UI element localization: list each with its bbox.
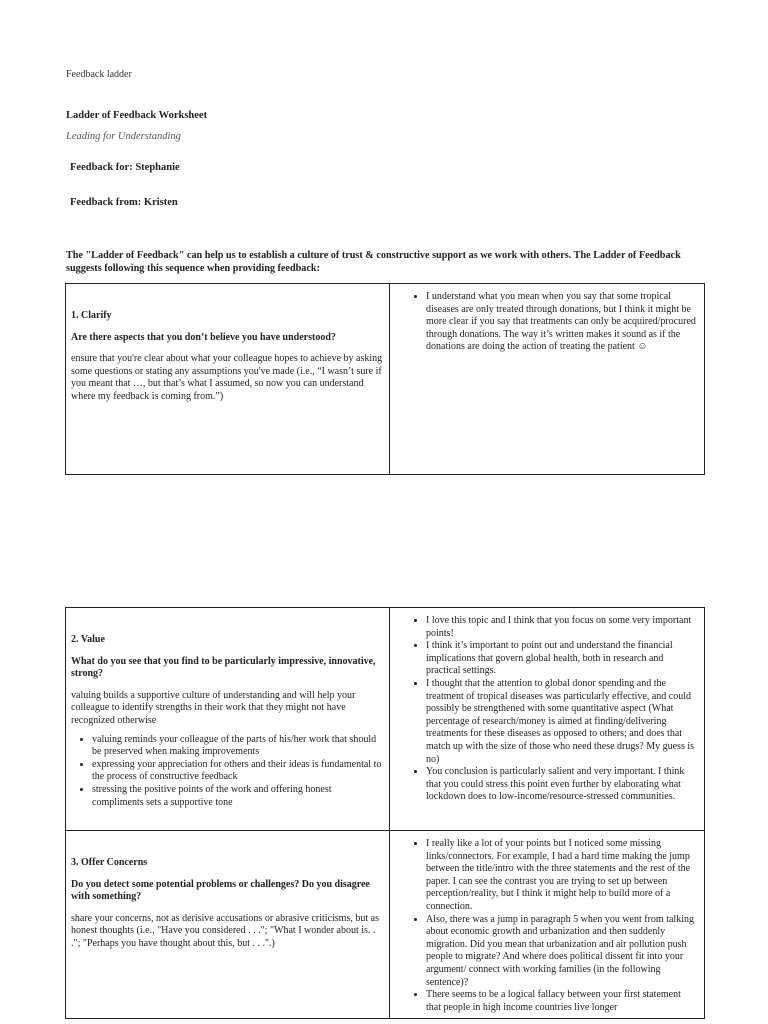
feedback-cell-concerns (390, 831, 705, 1019)
value-concerns-table (65, 607, 705, 1019)
step-title: 2. Value (71, 634, 105, 645)
step-bullet: • valuing reminds your colleague of the parts of his/her work that should be preserved when making improvements (92, 734, 383, 759)
feedback-cell-value (390, 608, 705, 831)
table-row (66, 284, 705, 475)
intro-paragraph: The "Ladder of Feedback" can help us to establish a culture of trust & constructive support as we work with others. The Ladder of Feedback suggests following this sequence when providing feedback: (66, 250, 681, 274)
step-bullet: • expressing your appreciation for others and their ideas is fundamental to the process of constructive feedback (92, 759, 383, 784)
step-bullet: • stressing the positive points of the work and offering honest compliments sets a supportive tone (92, 784, 383, 809)
step-title: 3. Offer Concerns (71, 857, 148, 868)
step-cell-clarify (66, 284, 390, 475)
step-description: ensure that you're clear about what your colleague hopes to achieve by asking some questions or stating any assumptions you've made (i.e., “I wasn’t sure if you meant that …, but that’s what I assumed, so now you can understand where my feedback is coming from.”) (71, 353, 383, 402)
worksheet-subtitle: Leading for Understanding (66, 131, 181, 142)
step-cell-value (66, 608, 390, 831)
step-question: What do you see that you find to be particularly impressive, innovative, strong? (71, 655, 376, 680)
table-row (66, 608, 705, 831)
feedback-cell-clarify (390, 284, 705, 475)
feedback-item: • I really like a lot of your points but I noticed some missing links/connectors. For example, I had a hard time making the jump between the title/intro with the three statements and the rest of the paper. I can see the contrast you are trying to set up between perception/reality, but I think it might help to build more of a connection. (426, 838, 698, 914)
header-label: Feedback ladder (66, 69, 132, 80)
feedback-item: • There seems to be a logical fallacy between your first statement that people in high income countries live longer (426, 989, 698, 1014)
feedback-item: • I understand what you mean when you say that some tropical diseases are only treated through donations, but I think it might be more clear if you say that treatments can only be acquired/procured through donations. The way it’s written makes it sound as if the donations are doing the action of treating the patient ☺ (426, 291, 698, 354)
step-cell-concerns (66, 831, 390, 1019)
step-question: Do you detect some potential problems or challenges? Do you disagree with something? (71, 878, 370, 903)
feedback-list (394, 838, 698, 1014)
feedback-list (394, 615, 698, 804)
feedback-item: • I thought that the attention to global donor spending and the treatment of tropical diseases was particularly effective, and could possibly be strengthened with some quantitative aspect (What percentage of research/money is aimed at finding/delivering treatments for these diseases as opposed to others; and does that match up with the size of those who need these drugs? My guess is no) (426, 678, 698, 766)
step-bullet-list (71, 734, 383, 810)
table-row (66, 831, 705, 1019)
step-question: Are there aspects that you don’t believe you have understood? (71, 331, 336, 343)
feedback-item: • I love this topic and I think that you focus on some very important points! (426, 615, 698, 640)
step-title: 1. Clarify (71, 310, 112, 321)
feedback-item: • You conclusion is particularly salient and very important. I think that you could stress this point even further by elaborating what lockdown does to low-income/resource-stressed communities. (426, 766, 698, 804)
feedback-from-label: Feedback from: Kristen (70, 197, 178, 208)
feedback-list (394, 291, 698, 354)
step-description: share your concerns, not as derisive accusations or abrasive criticisms, but as honest thoughts (i.e., "Have you considered . . ."; "What I wonder about is. . ."; "Perhaps you have thought about this, but . . .".) (71, 912, 379, 949)
feedback-for-label: Feedback for: Stephanie (70, 162, 180, 173)
feedback-item: • I think it’s important to point out and understand the financial implications that govern global health, both in research and practical settings. (426, 640, 698, 678)
feedback-item: • Also, there was a jump in paragraph 5 when you went from talking about economic growth and urbanization and then suddenly migration. Did you mean that urbanization and air pollution push people to migrate? And where does political dissent fit into your argument/ connect with working families (in the following sentence)? (426, 914, 698, 990)
clarify-table (65, 283, 705, 475)
step-description: valuing builds a supportive culture of understanding and will help your colleague to identify strengths in their work that they might not have recognized otherwise (71, 689, 356, 726)
worksheet-title: Ladder of Feedback Worksheet (66, 110, 208, 121)
